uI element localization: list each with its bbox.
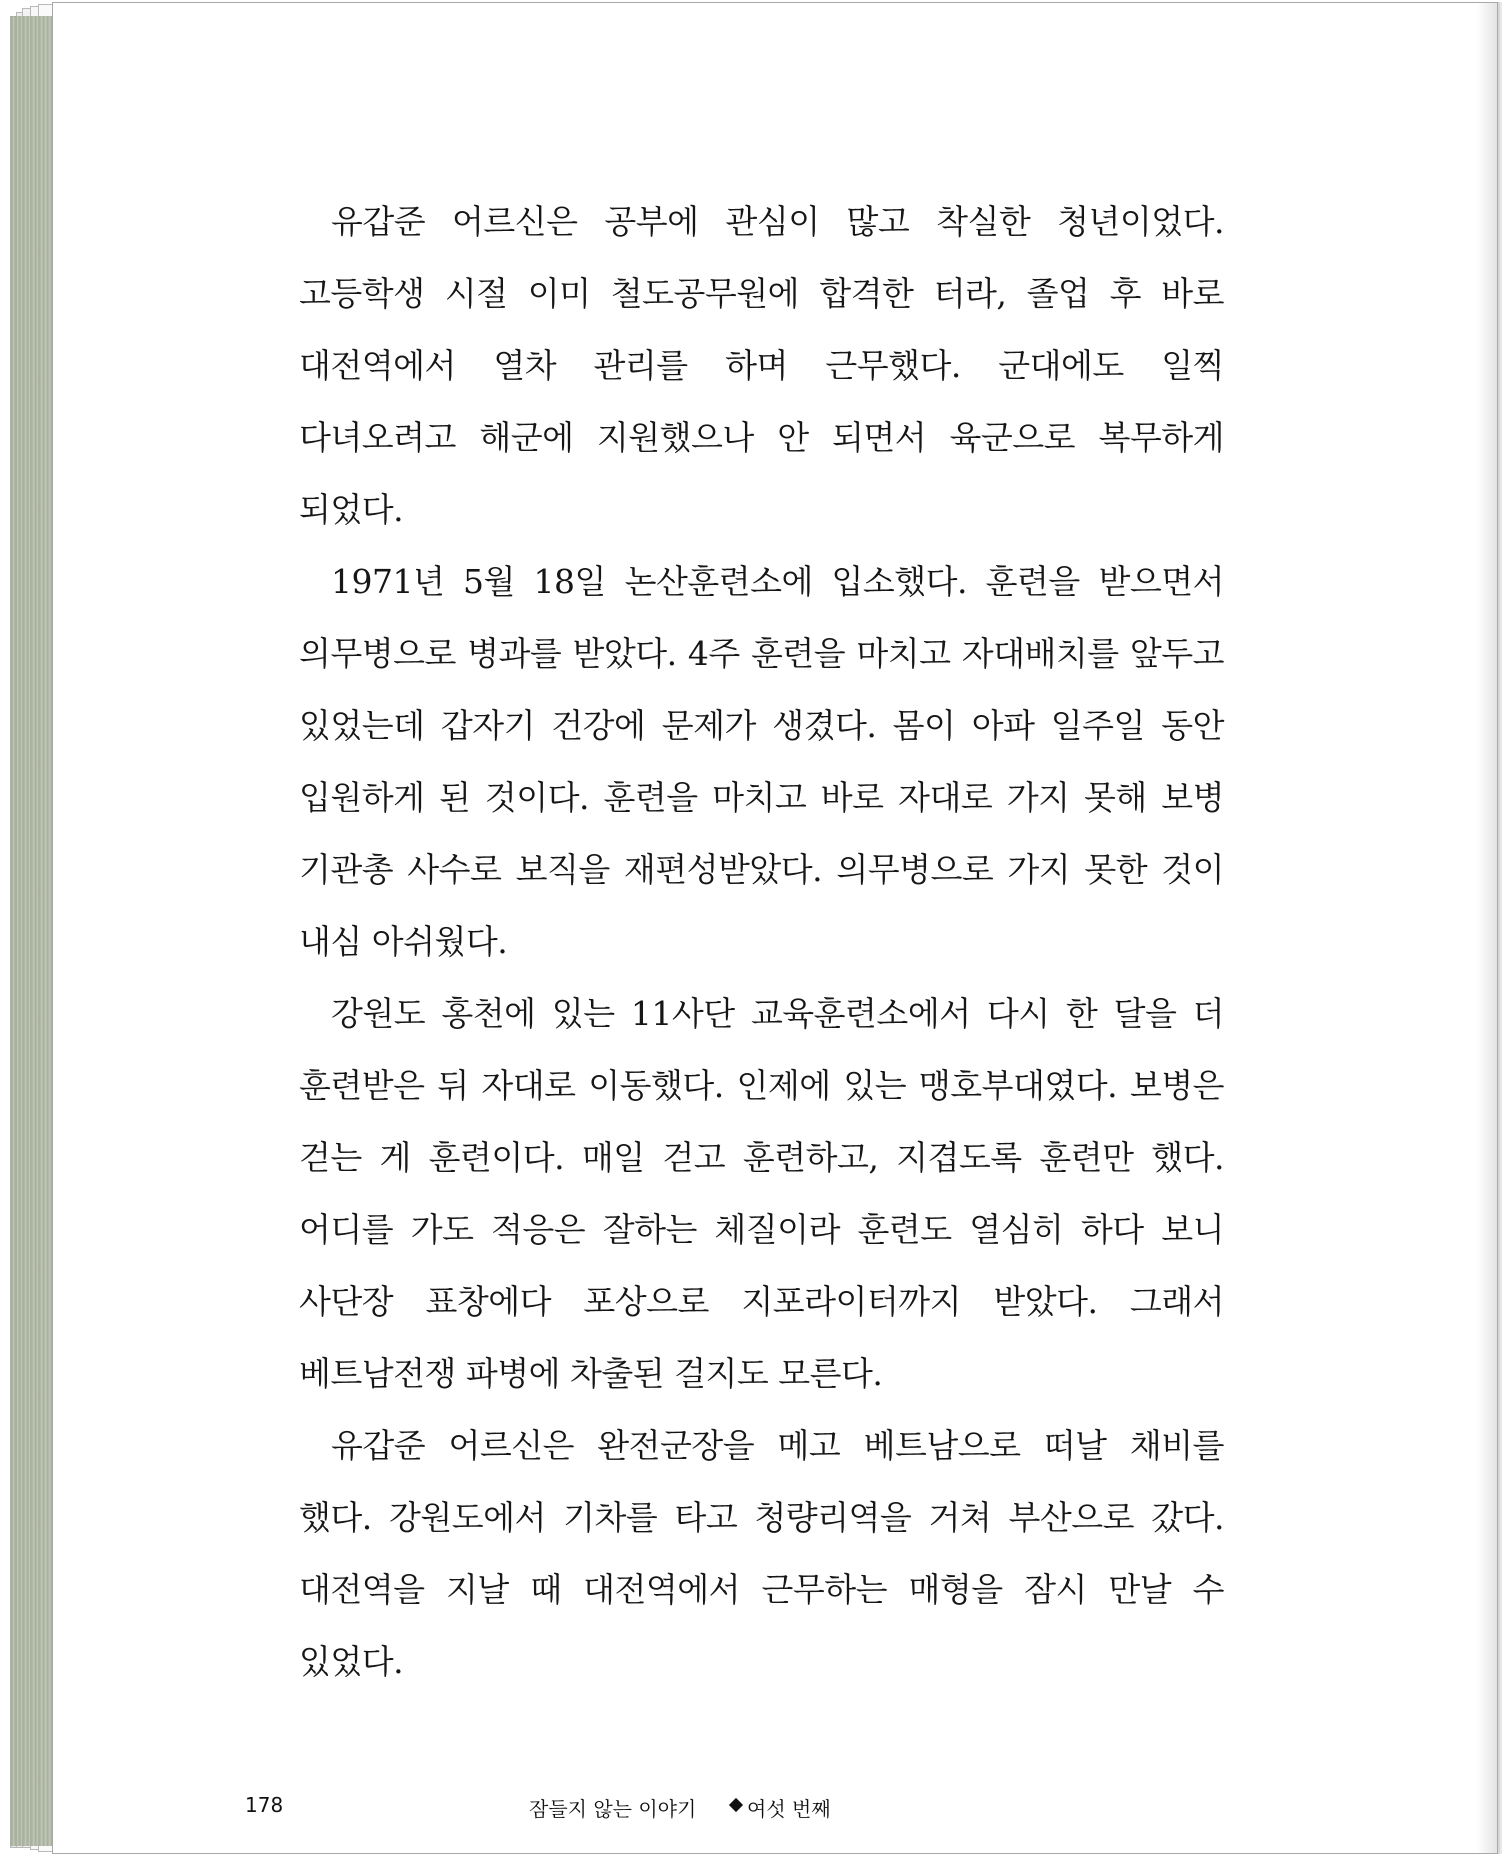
paragraph-2: 1971년 5월 18일 논산훈련소에 입소했다. 훈련을 받으면서 의무병으로 병과를 받았다. 4주 훈련을 마치고 자대배치를 앞두고 있었는데 갑자기 건강에 문제가 생겼다. 몸이 아파 일주일 동안 입원하게 된 것이다. 훈련을 마치고 바로 자대로 가지 못해 보병 기관총 사수로 보직을 재편성받았다. 의무병으로 가지 못한 것이 내심 아쉬웠다.: [299, 562, 1224, 961]
page-number: 178: [245, 1793, 284, 1817]
paragraph-4: 유갑준 어르신은 완전군장을 메고 베트남으로 떠날 채비를 했다. 강원도에서 기차를 타고 청량리역을 거쳐 부산으로 갔다. 대전역을 지날 때 대전역에서 근무하는 매형을 잠시 만날 수 있었다.: [299, 1426, 1224, 1681]
book-side-strip: [10, 16, 52, 1846]
page-shadow: [1477, 3, 1497, 1853]
paragraph-1: 유갑준 어르신은 공부에 관심이 많고 착실한 청년이었다. 고등학생 시절 이미 철도공무원에 합격한 터라, 졸업 후 바로 대전역에서 열차 관리를 하며 근무했다. 군대에도 일찍 다녀오려고 해군에 지원했으나 안 되면서 육군으로 복무하게 되었다.: [299, 202, 1224, 529]
document-page: [52, 2, 1498, 1854]
series-title: 여섯 번째: [747, 1797, 831, 1821]
running-title: 잠들지 않는 이야기: [529, 1797, 697, 1821]
page-footer: [53, 1793, 1497, 1833]
body-text: [299, 186, 1224, 1698]
paragraph-3: 강원도 홍천에 있는 11사단 교육훈련소에서 다시 한 달을 더 훈련받은 뒤 자대로 이동했다. 인제에 있는 맹호부대였다. 보병은 걷는 게 훈련이다. 매일 걷고 훈련하고, 지겹도록 훈련만 했다. 어디를 가도 적응은 잘하는 체질이라 훈련도 열심히 하다 보니 사단장 표창에다 포상으로 지포라이터까지 받았다. 그래서 베트남전쟁 파병에 차출된 걸지도 모른다.: [299, 994, 1224, 1393]
diamond-icon: [729, 1798, 743, 1812]
